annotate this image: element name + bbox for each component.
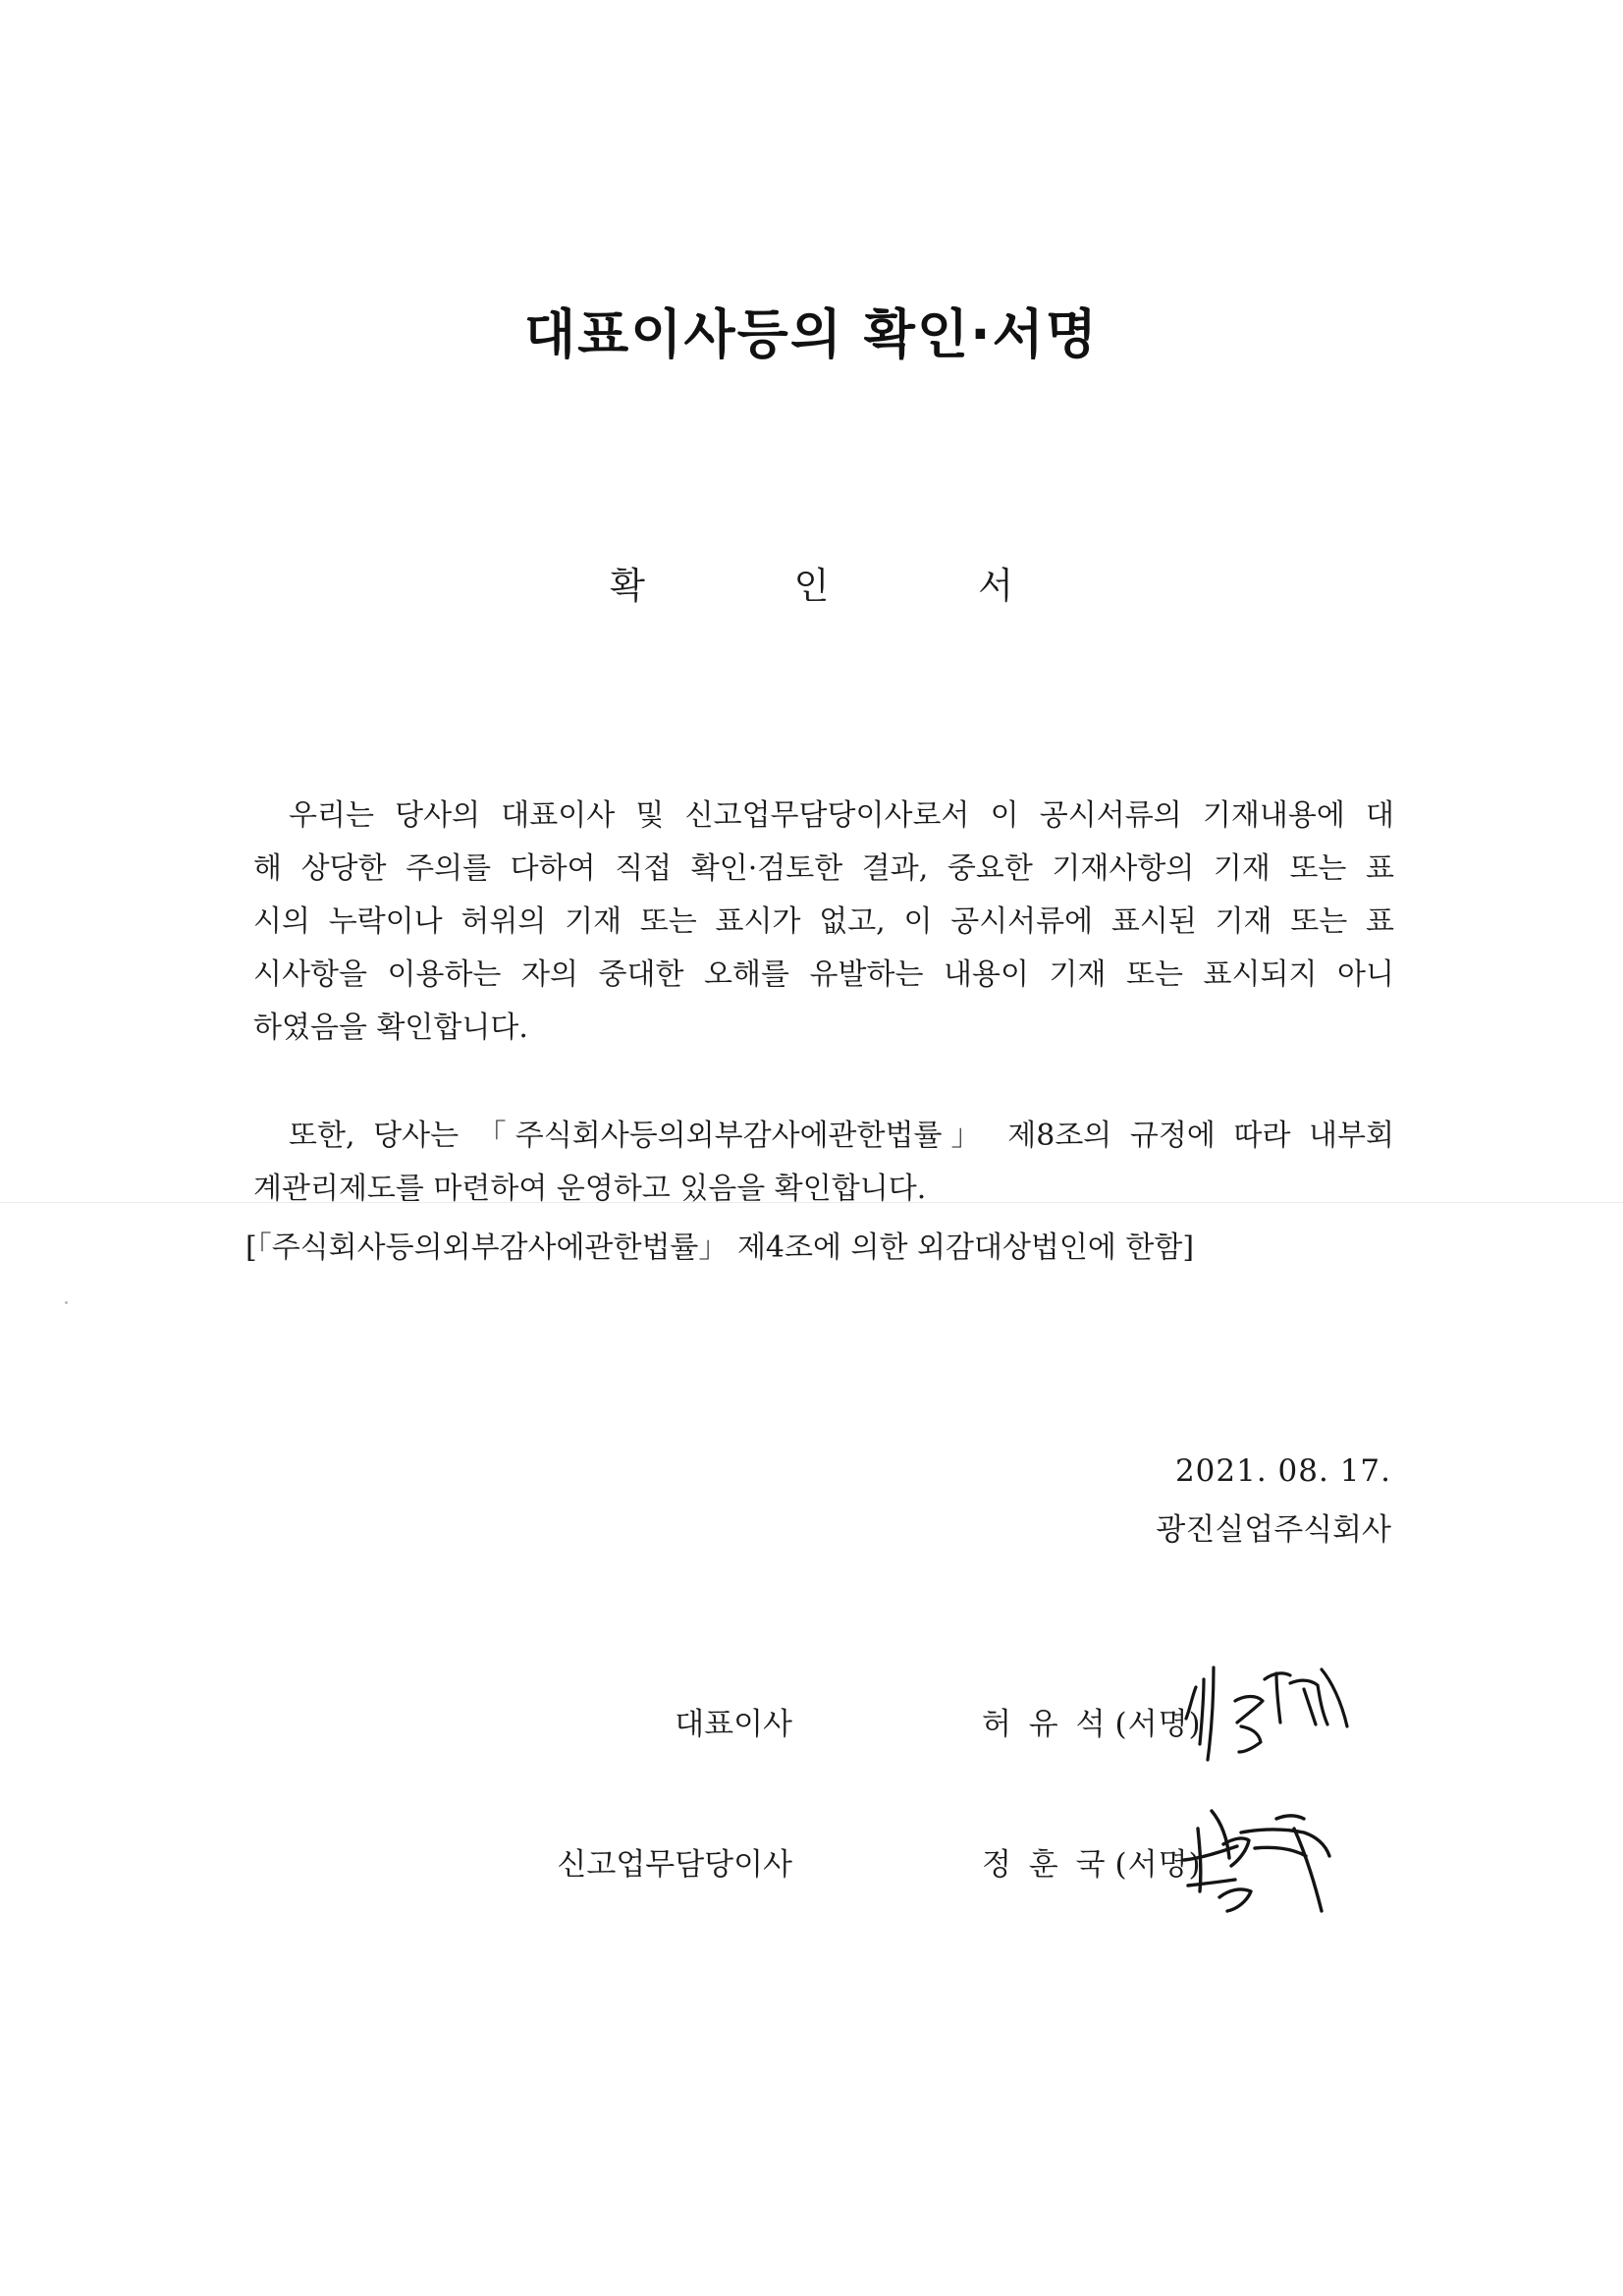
- scan-speck: [65, 1301, 68, 1304]
- sign-label: (서명): [1114, 1707, 1202, 1742]
- handwritten-signature-director: [1178, 1789, 1355, 1927]
- document-date: 2021. 08. 17.: [1174, 1453, 1391, 1489]
- internal-control-paragraph: [253, 1110, 1394, 1216]
- company-name: 광진실업주식회사: [1156, 1512, 1391, 1548]
- paragraph-line: 또한, 당사는 「주식회사등의외부감사에관한법률」 제8조의 규정에 따라 내부회: [289, 1119, 1394, 1153]
- signatory-name: 허 유 석: [982, 1707, 1109, 1742]
- paragraph-line: 하였음을 확인합니다.: [253, 1011, 528, 1045]
- paragraph-line: 시의 누락이나 허위의 기재 또는 표시가 없고, 이 공시서류에 표시된 기재 또는 표: [253, 904, 1394, 939]
- handwritten-signature-ceo: [1174, 1650, 1361, 1768]
- paragraph-line: 해 상당한 주의를 다하여 직접 확인·검토한 결과, 중요한 기재사항의 기재 또는 표: [253, 851, 1394, 886]
- paragraph-line: 계관리제도를 마련하여 운영하고 있음을 확인합니다.: [253, 1172, 927, 1206]
- confirmation-paragraph: [253, 790, 1394, 1055]
- applicability-note: [「주식회사등의외부감사에관한법률」 제4조에 의한 외감대상법인에 한함]: [245, 1230, 1195, 1265]
- signatory-name: 정 훈 국: [982, 1847, 1109, 1883]
- signatory-role: 대표이사: [675, 1707, 792, 1742]
- signatory-name-block: [982, 1839, 1202, 1884]
- paragraph-line: 우리는 당사의 대표이사 및 신고업무담당이사로서 이 공시서류의 기재내용에 대: [289, 798, 1394, 833]
- sign-label: (서명): [1114, 1847, 1202, 1883]
- signatory-name-block: [982, 1699, 1202, 1743]
- signatory-role: 신고업무담당이사: [557, 1847, 792, 1883]
- document-title: 대표이사등의 확인·서명: [524, 303, 1099, 365]
- document-subtitle: 확 인 서: [610, 565, 1082, 607]
- paragraph-line: 시사항을 이용하는 자의 중대한 오해를 유발하는 내용이 기재 또는 표시되지 아니: [253, 957, 1394, 992]
